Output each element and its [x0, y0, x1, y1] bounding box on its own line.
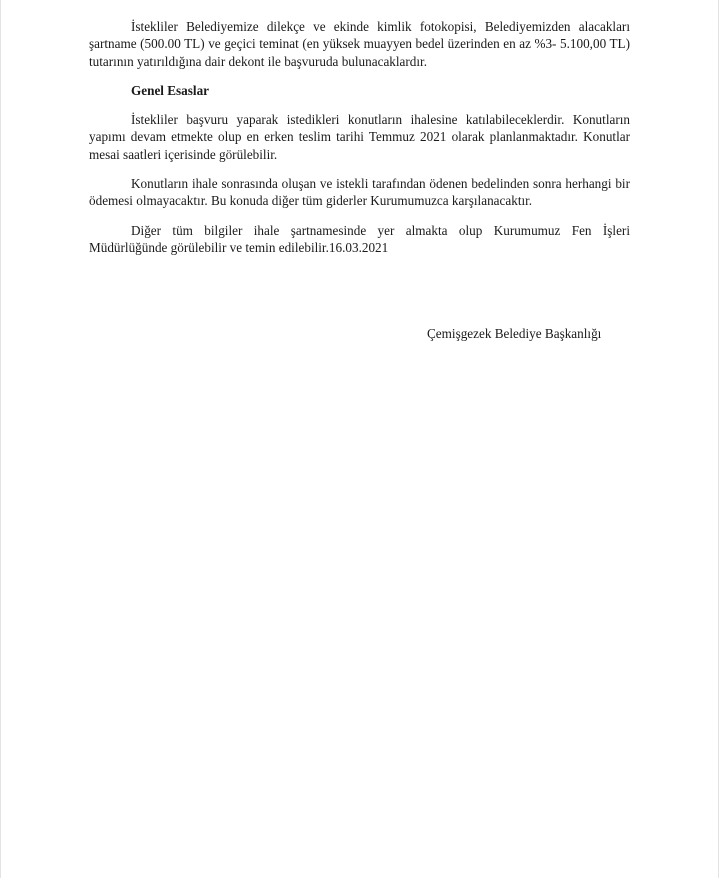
signature-line: Çemişgezek Belediye Başkanlığı: [427, 326, 602, 341]
information-paragraph: Diğer tüm bilgiler ihale şartnamesinde yer almakta olup Kurumumuz Fen İşleri Müdürlüğünde görülebilir ve temin edilebilir.16.03.2021: [89, 222, 630, 255]
inspection-paragraph: İstekliler başvuru yaparak istedikleri konutların ihalesine katılabileceklerdir. Konutların yapımı devam etmekte olup en erken teslim tarihi Temmuz 2021 olarak planlanmaktadır. Konutlar mesai saatleri içerisinde görülebilir.: [89, 112, 630, 162]
application-paragraph: İstekliler Belediyemize dilekçe ve ekinde kimlik fotokopisi, Belediyemizden alacakları şartname (500.00 TL) ve geçici teminat (en yüksek muayyen bedel üzerinden en az %3- 5.100,00 TL) tutarının yatırıldığına dair dekont ile başvuruda bulunacaklardır.: [89, 19, 630, 69]
document-body: [89, 18, 630, 256]
payment-paragraph: Konutların ihale sonrasında oluşan ve istekli tarafından ödenen bedelinden sonra herhangi bir ödemesi olmayacaktır. Bu konuda diğer tüm giderler Kurumumuzca karşılanacaktır.: [89, 176, 630, 209]
section-heading: Genel Esaslar: [131, 82, 210, 98]
